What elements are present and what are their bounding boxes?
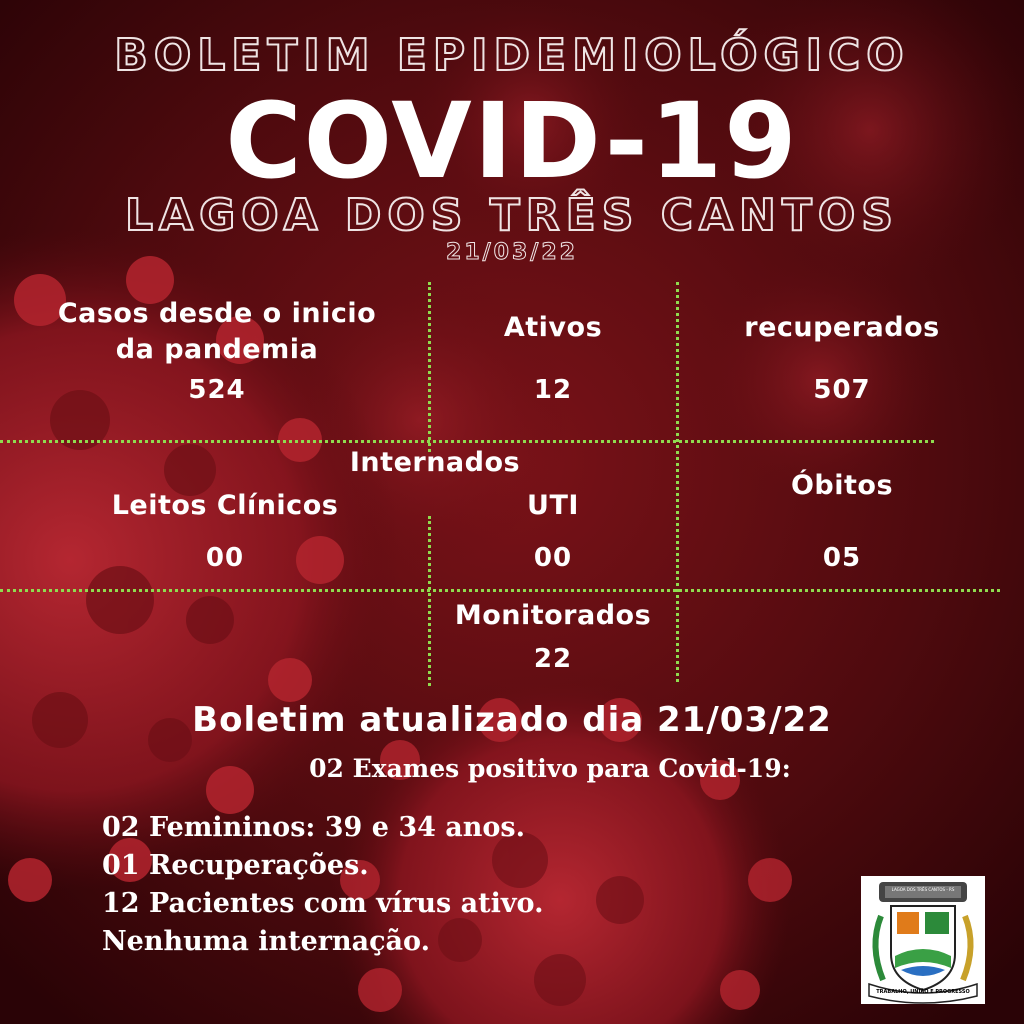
- update-line: 12 Pacientes com vírus ativo.: [102, 888, 544, 919]
- icu-value: 00: [533, 543, 573, 573]
- crest-emblem-icon: [861, 876, 985, 1004]
- deaths-label: Óbitos: [790, 470, 894, 501]
- deaths-value: 05: [822, 543, 862, 573]
- recovered-label: recuperados: [744, 312, 940, 343]
- grid-line-v1: [428, 282, 431, 452]
- active-value: 12: [533, 375, 573, 405]
- monitored-label: Monitorados: [454, 600, 652, 631]
- update-line: Nenhuma internação.: [102, 926, 430, 957]
- cases-label: Casos desde o inicio da pandemia: [57, 298, 377, 365]
- grid-line-h2: [0, 589, 1000, 592]
- update-title: Boletim atualizado dia 21/03/22: [192, 700, 832, 740]
- municipal-crest: [861, 876, 985, 1004]
- grid-line-v3: [428, 516, 431, 686]
- clinical-beds-value: 00: [205, 543, 245, 573]
- bulletin-title: BOLETIM EPIDEMIOLÓGICO: [114, 30, 910, 81]
- grid-line-v2: [676, 282, 679, 682]
- monitored-value: 22: [533, 644, 573, 674]
- active-label: Ativos: [503, 312, 603, 343]
- update-line: 01 Recuperações.: [102, 850, 369, 881]
- main-title: COVID-19: [225, 80, 799, 202]
- update-subtitle: 02 Exames positivo para Covid-19:: [309, 754, 791, 783]
- recovered-value: 507: [813, 375, 871, 405]
- hospitalized-label: Internados: [349, 447, 521, 478]
- bulletin-date: 21/03/22: [446, 240, 578, 265]
- crest-motto: TRABALHO, UNIÃO E PROGRESSO: [876, 989, 970, 995]
- city-name: LAGOA DOS TRÊS CANTOS: [125, 190, 899, 241]
- grid-line-h1: [0, 440, 934, 443]
- crest-top-text: LAGOA DOS TRÊS CANTOS - RS: [891, 887, 955, 892]
- update-line: 02 Femininos: 39 e 34 anos.: [102, 812, 526, 843]
- clinical-beds-label: Leitos Clínicos: [111, 490, 339, 521]
- cases-value: 524: [188, 375, 246, 405]
- icu-label: UTI: [527, 490, 579, 521]
